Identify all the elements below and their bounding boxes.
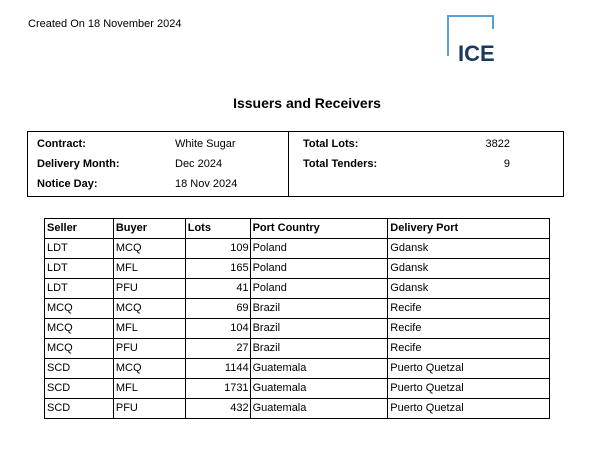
buyer-cell: PFU	[113, 339, 185, 359]
notice-day-value: 18 Nov 2024	[175, 178, 238, 190]
seller-cell: SCD	[45, 379, 114, 399]
lots-cell: 1731	[185, 379, 250, 399]
port-country-cell: Guatemala	[250, 379, 388, 399]
lots-cell: 27	[185, 339, 250, 359]
port-country-cell: Poland	[250, 279, 388, 299]
delivery-port-cell: Puerto Quetzal	[388, 379, 550, 399]
seller-cell: SCD	[45, 359, 114, 379]
ice-logo	[447, 15, 495, 65]
seller-cell: MCQ	[45, 339, 114, 359]
contract-value: White Sugar	[175, 138, 236, 150]
seller-cell: MCQ	[45, 319, 114, 339]
total-tenders-label: Total Tenders:	[303, 158, 378, 170]
port-country-cell: Guatemala	[250, 359, 388, 379]
column-header-buyer: Buyer	[113, 219, 185, 239]
buyer-cell: MFL	[113, 259, 185, 279]
port-country-cell: Guatemala	[250, 399, 388, 419]
delivery-port-cell: Gdansk	[388, 259, 550, 279]
table-row	[45, 239, 550, 259]
port-country-cell: Brazil	[250, 299, 388, 319]
seller-cell: LDT	[45, 239, 114, 259]
delivery-port-cell: Recife	[388, 339, 550, 359]
table-row	[45, 359, 550, 379]
lots-cell: 104	[185, 319, 250, 339]
table-header-row	[45, 219, 550, 239]
seller-cell: LDT	[45, 279, 114, 299]
lots-cell: 41	[185, 279, 250, 299]
delivery-port-cell: Puerto Quetzal	[388, 359, 550, 379]
total-tenders-value: 9	[503, 158, 510, 170]
delivery-port-cell: Recife	[388, 319, 550, 339]
buyer-cell: PFU	[113, 399, 185, 419]
total-lots-label: Total Lots:	[303, 138, 359, 150]
lots-cell: 165	[185, 259, 250, 279]
buyer-cell: MCQ	[113, 239, 185, 259]
port-country-cell: Poland	[250, 259, 388, 279]
page-title: Issuers and Receivers	[233, 95, 381, 111]
seller-cell: LDT	[45, 259, 114, 279]
total-lots-value: 3822	[485, 138, 510, 150]
column-header-seller: Seller	[45, 219, 114, 239]
lots-cell: 109	[185, 239, 250, 259]
summary-divider	[288, 132, 289, 196]
table-row	[45, 299, 550, 319]
buyer-cell: MFL	[113, 319, 185, 339]
seller-cell: MCQ	[45, 299, 114, 319]
port-country-cell: Brazil	[250, 319, 388, 339]
table-row	[45, 259, 550, 279]
delivery-month-label: Delivery Month:	[37, 158, 120, 170]
issuers-receivers-table	[44, 218, 550, 419]
delivery-port-cell: Gdansk	[388, 239, 550, 259]
buyer-cell: MCQ	[113, 299, 185, 319]
buyer-cell: MCQ	[113, 359, 185, 379]
port-country-cell: Brazil	[250, 339, 388, 359]
lots-cell: 1144	[185, 359, 250, 379]
column-header-port-country: Port Country	[250, 219, 388, 239]
contract-label: Contract:	[37, 138, 86, 150]
table-row	[45, 339, 550, 359]
column-header-delivery-port: Delivery Port	[388, 219, 550, 239]
created-date: Created On 18 November 2024	[28, 18, 182, 30]
table-row	[45, 279, 550, 299]
lots-cell: 432	[185, 399, 250, 419]
buyer-cell: PFU	[113, 279, 185, 299]
port-country-cell: Poland	[250, 239, 388, 259]
delivery-port-cell: Gdansk	[388, 279, 550, 299]
table-row	[45, 379, 550, 399]
delivery-port-cell: Puerto Quetzal	[388, 399, 550, 419]
table-row	[45, 399, 550, 419]
buyer-cell: MFL	[113, 379, 185, 399]
lots-cell: 69	[185, 299, 250, 319]
logo-text: ICE	[458, 41, 495, 66]
delivery-port-cell: Recife	[388, 299, 550, 319]
table-row	[45, 319, 550, 339]
column-header-lots: Lots	[185, 219, 250, 239]
delivery-month-value: Dec 2024	[175, 158, 223, 170]
notice-day-label: Notice Day:	[37, 178, 98, 190]
seller-cell: SCD	[45, 399, 114, 419]
summary-box	[27, 131, 564, 197]
